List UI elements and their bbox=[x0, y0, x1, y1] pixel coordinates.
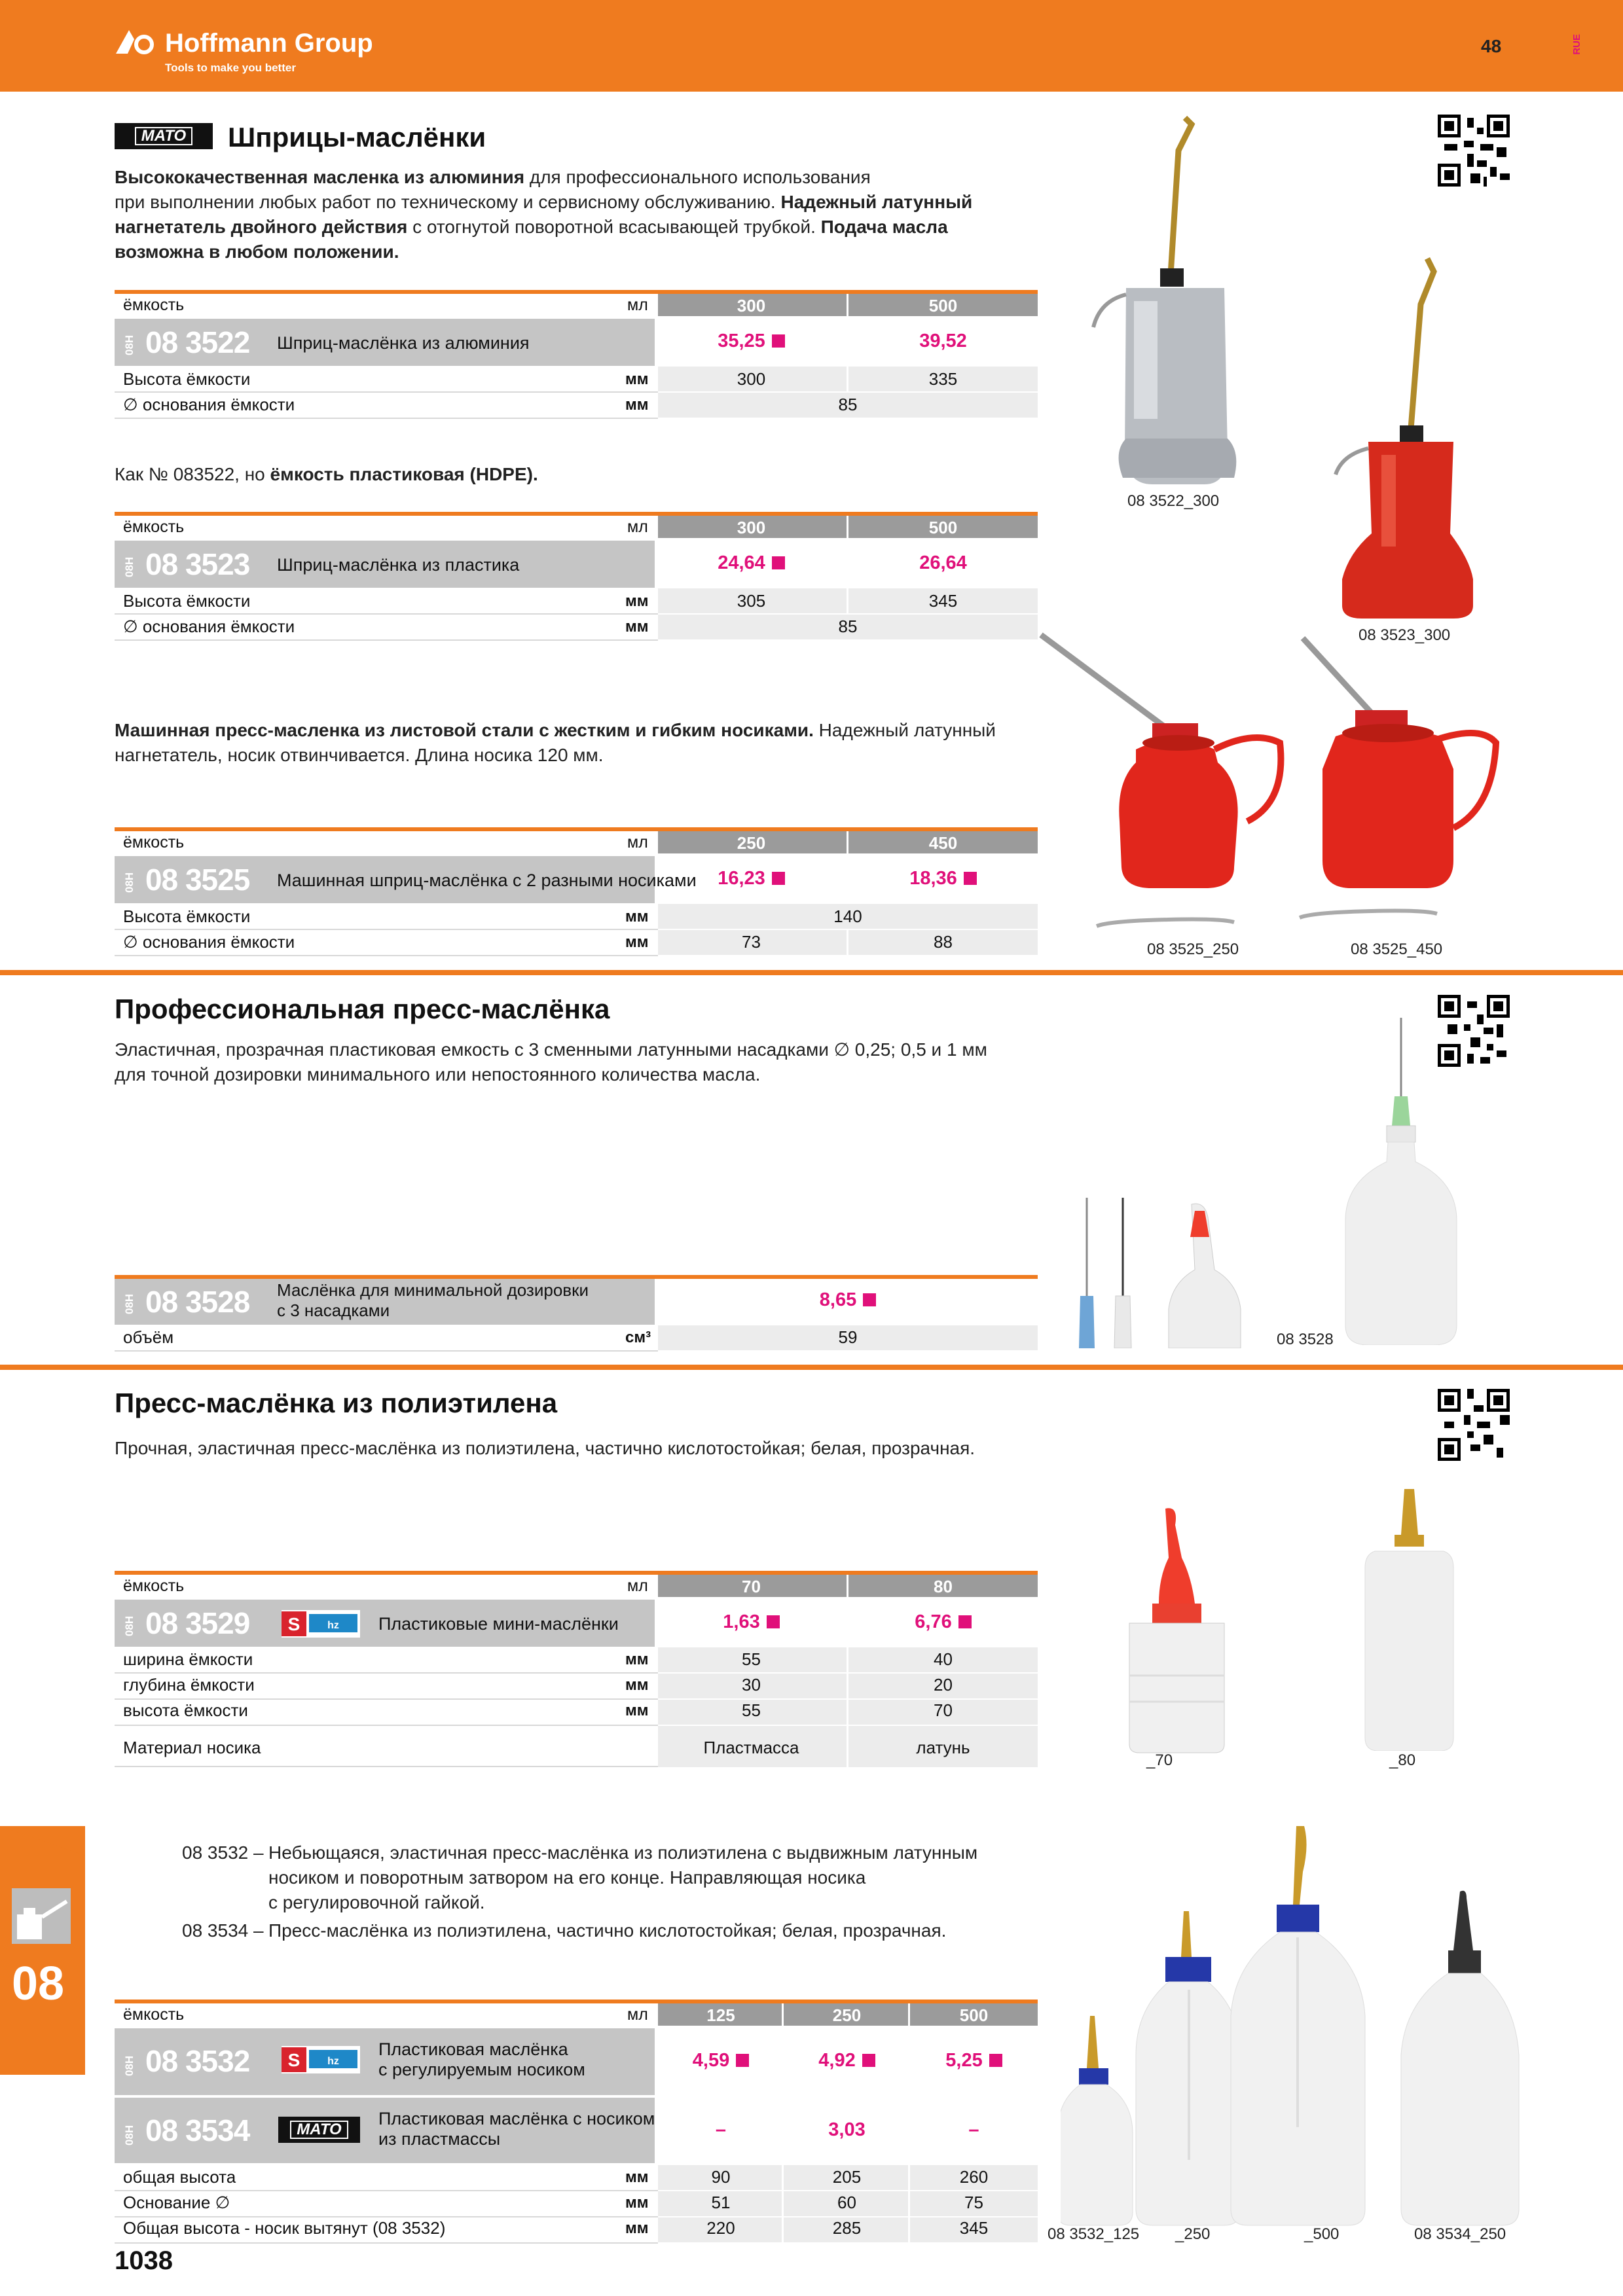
row-value: 75 bbox=[964, 2193, 983, 2212]
price-marker-icon bbox=[767, 1615, 780, 1628]
article-list-item-text: Пресс-маслёнка из полиэтилена, частично кислотостойкая; белая, прозрачная. bbox=[268, 1920, 947, 1941]
price-marker-icon bbox=[772, 872, 785, 885]
header-unit: мл bbox=[627, 2005, 648, 2024]
row-value: 305 bbox=[737, 591, 766, 611]
article-number[interactable]: 08 3528 bbox=[145, 1285, 250, 1319]
qr-code-icon[interactable] bbox=[1438, 115, 1510, 187]
price[interactable]: 3,03 bbox=[828, 2119, 866, 2140]
header-label: ёмкость bbox=[123, 296, 185, 314]
chapter-tab[interactable] bbox=[0, 1826, 85, 2075]
mato-logo-icon: MATO bbox=[115, 123, 213, 149]
header-unit: мл bbox=[627, 833, 648, 852]
image-caption: _70 bbox=[1146, 1751, 1173, 1769]
col-divider bbox=[847, 294, 848, 366]
article-description: Маслёнка для минимальной дозировки с 3 насадками bbox=[277, 1280, 589, 1320]
image-caption: _80 bbox=[1389, 1751, 1416, 1769]
article-number[interactable]: 08 3525 bbox=[145, 863, 250, 897]
article-number[interactable]: 08 3523 bbox=[145, 547, 250, 581]
article-list-item: 08 3532 – bbox=[182, 1842, 264, 1863]
aluminium-oiler-image[interactable] bbox=[1087, 111, 1244, 484]
svg-text:S: S bbox=[287, 1614, 301, 1634]
price-marker-icon bbox=[772, 556, 785, 569]
image-caption: 08 3525_250 bbox=[1147, 941, 1239, 958]
row-value: 345 bbox=[928, 591, 958, 611]
price-marker-icon bbox=[863, 1293, 876, 1306]
size-value: 500 bbox=[928, 518, 958, 537]
product-description: Машинная пресс-масленка из листовой стали с жестким и гибким носиками. Надежный латунный нагнетатель, носик отвинчивается. Длина носика 120 мм. bbox=[115, 720, 996, 765]
size-value: 300 bbox=[737, 296, 766, 315]
price[interactable]: 4,59 bbox=[658, 2050, 784, 2072]
row-value: 60 bbox=[837, 2193, 856, 2212]
price[interactable]: 5,25 bbox=[910, 2050, 1038, 2072]
section-description: Высококачественная масленка из алюминия для профессионального использования при выполнении любых работ по техническому и сервисному обслуживанию. Надежный латунный нагнетатель двойного действия с отогнутой поворотной всасывающей трубкой. Подача масла возможна в любом положении. bbox=[115, 167, 973, 262]
row-value: 220 bbox=[706, 2218, 735, 2238]
row-value: 30 bbox=[742, 1675, 761, 1695]
article-list-item-text: Небьющаяся, эластичная пресс-маслёнка из полиэтилена с выдвижным латунным носиком и поворотным затвором на его конце. Направляющая носика с регулировочной гайкой. bbox=[268, 1842, 978, 1912]
row-value: 55 bbox=[742, 1700, 761, 1720]
row-value: 300 bbox=[737, 369, 766, 389]
header-label: ёмкость bbox=[123, 518, 185, 536]
image-caption: 08 3528 bbox=[1277, 1331, 1334, 1348]
row-label: ширина ёмкости bbox=[123, 1649, 253, 1669]
row-value: 88 bbox=[934, 932, 953, 952]
price[interactable]: 35,25 bbox=[658, 331, 845, 352]
machine-oiler-250-image[interactable] bbox=[1038, 632, 1300, 906]
row-unit: мм bbox=[625, 370, 649, 388]
row-unit: мм bbox=[625, 396, 649, 414]
row-label: Материал носика bbox=[123, 1738, 261, 1757]
row-divider bbox=[658, 2190, 1038, 2191]
section-separator bbox=[0, 1365, 1623, 1370]
article-prefix: 08H bbox=[123, 872, 136, 893]
price-marker-icon bbox=[736, 2054, 749, 2067]
row-label: Высота ёмкости bbox=[123, 906, 251, 926]
row-label: глубина ёмкости bbox=[123, 1675, 255, 1695]
row-unit: мм bbox=[625, 2219, 649, 2237]
header-label: ёмкость bbox=[123, 2005, 185, 2024]
language-code: RUE bbox=[1571, 34, 1582, 55]
price-marker-icon bbox=[989, 2054, 1002, 2067]
price[interactable]: 39,52 bbox=[919, 331, 967, 351]
row-unit: мм bbox=[625, 1702, 649, 1719]
size-value: 500 bbox=[928, 296, 958, 315]
chapter-number: 08 bbox=[12, 1958, 65, 2010]
col-divider bbox=[847, 516, 848, 588]
dosing-oiler-set-image[interactable] bbox=[1074, 1021, 1368, 1348]
price[interactable]: – bbox=[715, 2119, 727, 2140]
price-marker-icon bbox=[964, 872, 977, 885]
row-value: 90 bbox=[711, 2167, 731, 2187]
row-value: 59 bbox=[838, 1327, 858, 1347]
col-divider bbox=[847, 1575, 848, 1767]
col-divider bbox=[847, 831, 848, 903]
brand-tagline: Tools to make you better bbox=[165, 62, 296, 74]
row-label: ∅ основания ёмкости bbox=[123, 395, 295, 414]
image-caption: 08 3523_300 bbox=[1359, 626, 1451, 644]
article-number[interactable]: 08 3529 bbox=[145, 1606, 250, 1640]
row-unit: мм bbox=[625, 1676, 649, 1694]
hazet-logo-icon bbox=[282, 1610, 360, 1638]
flexible-spout-image bbox=[1090, 913, 1241, 933]
plastic-bottles-image[interactable] bbox=[1061, 1820, 1532, 2232]
row-unit: мм bbox=[625, 618, 649, 636]
row-value: 70 bbox=[934, 1700, 953, 1720]
svg-text:hz: hz bbox=[327, 1620, 339, 1631]
row-unit: мм bbox=[625, 933, 649, 951]
hoffmann-logo-icon bbox=[115, 27, 160, 55]
price[interactable]: 26,64 bbox=[919, 552, 967, 573]
row-divider bbox=[658, 391, 1038, 393]
header-unit: мл bbox=[627, 296, 648, 314]
price-marker-icon bbox=[862, 2054, 875, 2067]
article-prefix: 08H bbox=[123, 556, 136, 577]
row-label: ∅ основания ёмкости bbox=[123, 932, 295, 952]
row-value: 40 bbox=[934, 1649, 953, 1669]
row-value: 285 bbox=[832, 2218, 862, 2238]
article-prefix: 08H bbox=[123, 1293, 136, 1314]
flexible-spout-image bbox=[1293, 905, 1444, 924]
header-unit: мл bbox=[627, 1577, 648, 1595]
variant-note: Как № 083522, но ёмкость пластиковая (HDPE). bbox=[115, 464, 538, 484]
price[interactable]: 1,63 bbox=[658, 1611, 845, 1633]
row-unit: см³ bbox=[625, 1329, 651, 1346]
size-value: 250 bbox=[737, 833, 766, 853]
header-unit: мл bbox=[627, 518, 648, 536]
row-label: ∅ основания ёмкости bbox=[123, 617, 295, 636]
section-title: Пресс-маслёнка из полиэтилена bbox=[115, 1388, 558, 1418]
header-label: ёмкость bbox=[123, 1577, 185, 1595]
article-description: Пластиковые мини-маслёнки bbox=[378, 1614, 619, 1634]
row-unit: мм bbox=[625, 1651, 649, 1668]
dosing-oiler-bottle-image[interactable] bbox=[1342, 1018, 1473, 1345]
section-separator bbox=[0, 970, 1623, 975]
price[interactable]: 16,23 bbox=[658, 868, 845, 889]
brand-name[interactable]: Hoffmann Group bbox=[165, 29, 373, 58]
plastic-oiler-image[interactable] bbox=[1329, 252, 1473, 625]
qr-code-icon[interactable] bbox=[1438, 1389, 1510, 1461]
col-divider bbox=[908, 2003, 910, 2242]
article-number[interactable]: 08 3522 bbox=[145, 325, 250, 359]
image-caption: _250 bbox=[1175, 2225, 1211, 2243]
article-number[interactable]: 08 3534 bbox=[145, 2113, 250, 2147]
size-value: 70 bbox=[742, 1577, 761, 1596]
row-divider bbox=[658, 2216, 1038, 2217]
article-prefix: 08H bbox=[123, 2125, 136, 2145]
section-description: Эластичная, прозрачная пластиковая емкость с 3 сменными латунными насадками ∅ 0,25; 0,5 и 1 мм для точной дозировки минимального или непостоянного количества масла. bbox=[115, 1039, 987, 1085]
price[interactable]: – bbox=[968, 2119, 979, 2140]
size-value: 125 bbox=[706, 2005, 735, 2025]
row-value: 260 bbox=[959, 2167, 989, 2187]
row-value: 20 bbox=[934, 1675, 953, 1695]
row-label: Высота ёмкости bbox=[123, 369, 251, 389]
price-marker-icon bbox=[772, 334, 785, 348]
image-caption: 08 3525_450 bbox=[1351, 941, 1443, 958]
row-value: 85 bbox=[838, 617, 858, 636]
row-value: 73 bbox=[742, 932, 761, 952]
mini-oiler-70-image[interactable] bbox=[1106, 1505, 1237, 1754]
svg-text:hz: hz bbox=[327, 2056, 339, 2067]
size-value: 250 bbox=[832, 2005, 862, 2025]
price[interactable]: 4,92 bbox=[784, 2050, 910, 2072]
svg-text:S: S bbox=[287, 2050, 301, 2070]
hazet-logo-icon bbox=[282, 2046, 360, 2073]
oiler-category-icon bbox=[12, 1888, 71, 1944]
row-label: общая высота bbox=[123, 2167, 236, 2187]
mato-logo-icon: MATO bbox=[278, 2117, 360, 2143]
section-title: Шприцы-маслёнки bbox=[228, 122, 486, 152]
row-value: 345 bbox=[959, 2218, 989, 2238]
size-value: 300 bbox=[737, 518, 766, 537]
price-marker-icon bbox=[958, 1615, 972, 1628]
machine-oiler-450-image[interactable] bbox=[1296, 632, 1506, 906]
row-divider bbox=[658, 613, 1038, 615]
row-value: 140 bbox=[833, 906, 862, 926]
row-divider bbox=[115, 2095, 1038, 2098]
price[interactable]: 18,36 bbox=[848, 868, 1038, 889]
row-value: 205 bbox=[832, 2167, 862, 2187]
row-unit: мм bbox=[625, 2194, 649, 2212]
row-value: Пластмасса bbox=[703, 1738, 799, 1757]
size-value: 500 bbox=[959, 2005, 989, 2025]
article-prefix: 08H bbox=[123, 334, 136, 355]
row-value: 85 bbox=[838, 395, 858, 414]
image-caption: 08 3534_250 bbox=[1414, 2225, 1506, 2243]
row-label: Общая высота - носик вытянут (08 3532) bbox=[123, 2218, 446, 2238]
row-value: 55 bbox=[742, 1649, 761, 1669]
row-unit: мм bbox=[625, 908, 649, 925]
row-unit: мм bbox=[625, 592, 649, 610]
row-value: латунь bbox=[916, 1738, 970, 1757]
mini-oiler-80-image[interactable] bbox=[1349, 1489, 1480, 1751]
size-value: 80 bbox=[934, 1577, 953, 1596]
table-row bbox=[115, 1325, 658, 1352]
article-prefix: 08H bbox=[123, 2055, 136, 2076]
article-description: Шприц-маслёнка из пластика bbox=[277, 555, 520, 575]
col-divider bbox=[782, 2003, 784, 2242]
image-caption: _500 bbox=[1304, 2225, 1340, 2243]
price[interactable]: 8,65 bbox=[658, 1289, 1038, 1311]
article-description: Шприц-маслёнка из алюминия bbox=[277, 333, 530, 353]
price[interactable]: 6,76 bbox=[848, 1611, 1038, 1633]
row-label: объём bbox=[123, 1327, 174, 1347]
image-caption: 08 3532_125 bbox=[1048, 2225, 1140, 2243]
row-value: 335 bbox=[928, 369, 958, 389]
article-description: Пластиковая маслёнка с регулируемым носиком bbox=[378, 2039, 585, 2079]
article-number[interactable]: 08 3532 bbox=[145, 2044, 250, 2078]
price[interactable]: 24,64 bbox=[658, 552, 845, 574]
row-label: высота ёмкости bbox=[123, 1700, 248, 1720]
page-number: 1038 bbox=[115, 2246, 173, 2275]
article-list-item: 08 3534 – bbox=[182, 1920, 264, 1941]
section-title: Профессиональная пресс-маслёнка bbox=[115, 994, 610, 1024]
row-label: Основание ∅ bbox=[123, 2193, 230, 2212]
section-description: Прочная, эластичная пресс-маслёнка из полиэтилена, частично кислотостойкая; белая, прозрачная. bbox=[115, 1438, 976, 1458]
size-value: 450 bbox=[928, 833, 958, 853]
row-unit: мм bbox=[625, 2168, 649, 2186]
image-caption: 08 3522_300 bbox=[1127, 492, 1220, 510]
header-label: ёмкость bbox=[123, 833, 185, 852]
article-prefix: 08H bbox=[123, 1615, 136, 1636]
section-number: 48 bbox=[1481, 36, 1502, 56]
row-label: Высота ёмкости bbox=[123, 591, 251, 611]
article-description: Машинная шприц-маслёнка с 2 разными носиками bbox=[277, 870, 697, 890]
row-value: 51 bbox=[711, 2193, 731, 2212]
article-description: Пластиковая маслёнка с носиком из пластмассы bbox=[378, 2109, 655, 2149]
